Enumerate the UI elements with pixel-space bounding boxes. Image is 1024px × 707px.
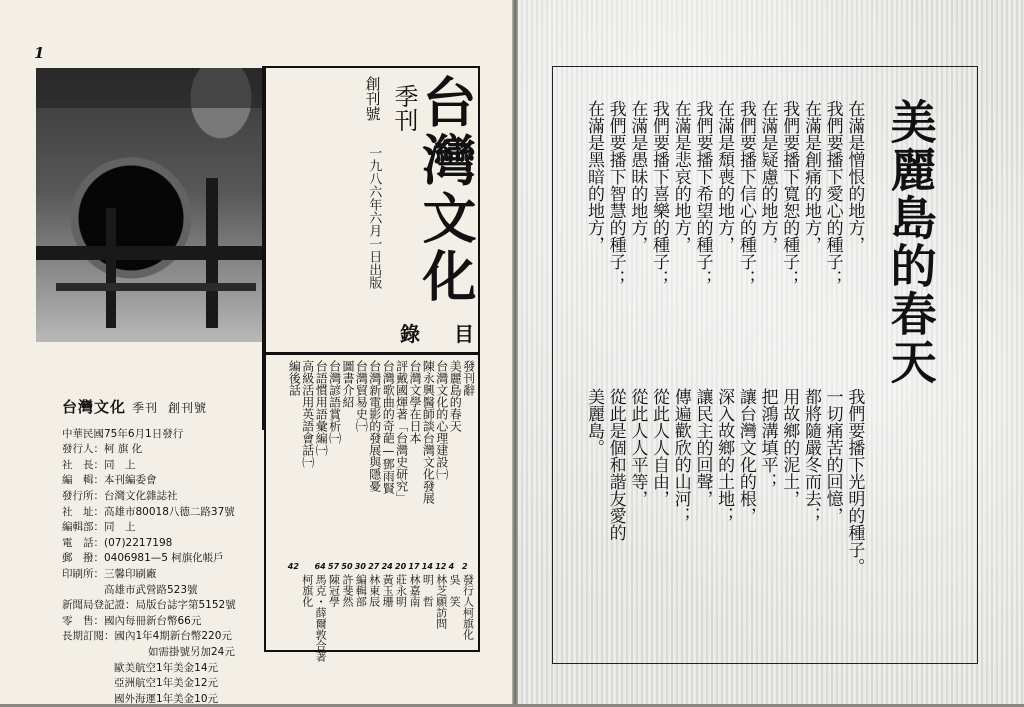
poem-line: 一切痛苦的回憶，: [822, 388, 843, 524]
frame-rule: [266, 352, 480, 355]
toc-entry-title: 台語慣用語彙編㈠: [314, 360, 329, 456]
toc-entry-title: 高級活用英語會話㈠: [300, 360, 315, 468]
toc-entry-title: 台灣諺語賞析㈠: [327, 360, 342, 444]
magazine-type: 季刊: [390, 84, 418, 132]
masthead-line: 社 址：高雄市80018八德二路37號: [62, 505, 235, 518]
page-number: 1: [34, 44, 45, 62]
poem-line: 讓台灣文化的根，: [735, 388, 756, 524]
masthead-line: 發行所：台灣文化雜誌社: [62, 489, 178, 502]
masthead-line: 發行人：柯 旗 化: [62, 443, 143, 456]
masthead-line: 編 輯：本刊編委會: [62, 474, 157, 487]
table-of-contents: [286, 360, 476, 662]
masthead-line: 郵 撥：0406981—5 柯旗化帳戶: [62, 552, 224, 565]
toc-entry-title: 評戴國煇著「台灣史研究」: [394, 360, 409, 504]
masthead-line: 編輯部：同 上: [62, 521, 136, 534]
poem-line: 用故鄉的泥土，: [779, 388, 800, 507]
toc-entry-author: 林芝願訪問: [434, 574, 448, 629]
masthead-line: 中華民國75年6月1日發行: [62, 427, 184, 440]
poem-line: 我們要播下寬恕的種子；: [779, 100, 800, 287]
issue-label: 創刊號: [363, 76, 382, 121]
toc-entry-author: 林嘉南: [407, 574, 421, 607]
toc-entry-author: 莊永明: [394, 574, 408, 607]
poem-line: 我們要播下希望的種子；: [692, 100, 713, 287]
toc-entry-page: 12: [435, 562, 447, 571]
subscription-line: 國外海運1年美金10元: [114, 692, 219, 705]
masthead-title: [62, 400, 262, 417]
toc-entry-title: 台灣新電影的發展與隱憂: [367, 360, 382, 492]
masthead-line: 社 長：同 上: [62, 458, 136, 471]
masthead: [62, 400, 262, 707]
magazine-title: 台灣文化: [414, 74, 477, 306]
toc-entry-author: 編輯部: [354, 574, 368, 607]
poem-line: 讓民主的回聲，: [692, 388, 713, 507]
masthead-line: 電 話：(07)2217198: [62, 536, 173, 549]
masthead-line: 零 售：國內每冊新台幣66元: [62, 614, 202, 627]
subscription-line: 歐美航空1年美金14元: [114, 661, 219, 674]
toc-entry-author: 陳冠學: [327, 574, 341, 607]
poem-line: 在滿是憎恨的地方，: [844, 100, 865, 253]
toc-entry-page: 2: [462, 562, 468, 571]
poem-line: 美麗島。: [583, 388, 604, 456]
masthead-name: 台灣文化: [62, 398, 127, 416]
toc-entry-author: 許斐然: [340, 574, 354, 607]
toc-entry-page: 42: [287, 562, 299, 571]
toc-entry-page: 64: [314, 562, 326, 571]
toc-entry-title: 陳永興醫師談台灣文化發展: [421, 360, 436, 504]
subscription-line: 如需掛號另加24元: [148, 645, 235, 658]
poem-line: 在滿是頹喪的地方，: [714, 100, 735, 253]
poem-line: 從此人人自由，: [649, 388, 670, 507]
masthead-line: 新聞局登記證：局版台誌字第5152號: [62, 599, 236, 612]
issue-date: 一九八六年六月一日出版: [366, 146, 382, 289]
toc-entry-title: 台灣文化的心理建設㈠: [434, 360, 449, 480]
toc-entry-page: 20: [395, 562, 407, 571]
masthead-subtitle: 季刊: [132, 401, 159, 415]
poem-line: 我們要播下喜樂的種子；: [649, 100, 670, 287]
toc-heading-char: 目: [454, 322, 498, 346]
toc-entry-title: 發刊辭: [461, 360, 476, 396]
poem-line: 我們要播下信心的種子；: [735, 100, 756, 287]
toc-heading: [400, 318, 498, 348]
toc-entry-page: 27: [368, 562, 380, 571]
toc-entry-author: 柯旗化: [300, 574, 314, 607]
poem-line: 傳遍歡欣的山河；: [670, 388, 691, 524]
poem-line: 在滿是愚昧的地方，: [627, 100, 648, 253]
subscription-line: 亞洲航空1年美金12元: [114, 677, 219, 690]
toc-entry-page: 14: [421, 562, 433, 571]
frame-rule: [264, 352, 266, 652]
toc-entry-page: 57: [328, 562, 340, 571]
toc-entry-author: 吳 笑: [448, 574, 462, 607]
poem-line: 在滿是疑慮的地方，: [757, 100, 778, 253]
toc-entry-page: 4: [448, 562, 455, 571]
poem-line: 深入故鄉的土地；: [714, 388, 735, 524]
toc-entry-title: 圖書介紹: [340, 360, 355, 408]
masthead-line: 長期訂閱：國內1年4期新台幣220元: [62, 630, 232, 643]
toc-entry-author: 黃玉珊: [381, 574, 395, 607]
poem-line: 從此人人平等，: [627, 388, 648, 507]
toc-entry-author: 林東辰: [367, 574, 381, 607]
toc-entry-author: 明 哲: [421, 574, 435, 607]
frame-rule: [266, 66, 480, 68]
poem-line: 我們要播下愛心的種子；: [822, 100, 843, 287]
toc-entry-title: 編後話: [287, 360, 302, 396]
poem-line: 在滿是創痛的地方，: [800, 100, 821, 253]
toc-entry-page: 24: [381, 562, 393, 571]
poem-line: 我們要播下光明的種子。: [844, 388, 865, 575]
toc-entry-page: 50: [341, 562, 353, 571]
frame-rule: [478, 352, 480, 652]
toc-entry-title: 美麗島的春天: [448, 360, 463, 432]
toc-entry-author: 馬克・薛爾敦合著: [314, 574, 328, 662]
poem-title: 美麗島的春天: [883, 98, 938, 386]
toc-entry-author: 發行人柯旗化: [461, 574, 475, 640]
toc-heading-char: 錄: [400, 322, 444, 346]
poem-line: 在滿是黑暗的地方，: [583, 100, 604, 253]
masthead-line: 高雄市武營路523號: [62, 583, 198, 596]
poem-line: 我們要播下智慧的種子；: [605, 100, 626, 287]
toc-entry-title: 台灣文學在日本: [407, 360, 422, 444]
toc-entry-title: 台灣貿易史㈠: [354, 360, 369, 432]
subscription-lines: [62, 645, 262, 707]
poem-line: 在滿是悲哀的地方，: [670, 100, 691, 253]
poem-line: 都將隨嚴冬而去；: [800, 388, 821, 524]
toc-entry-title: 台灣歌曲的奇葩—鄧雨賢: [381, 360, 396, 494]
frame-rule: [264, 650, 480, 652]
cover-photo: [36, 68, 263, 342]
frame-rule: [478, 66, 480, 354]
masthead-lines: [62, 427, 262, 645]
book-spine: [512, 0, 518, 704]
masthead-line: 印刷所：三馨印刷廠: [62, 567, 157, 580]
poem-line: 從此是個和諧友愛的: [605, 388, 626, 541]
poem-line: 把鴻溝填平；: [757, 388, 778, 490]
toc-entry-page: 30: [354, 562, 366, 571]
masthead-issue: 創刊號: [168, 401, 208, 415]
toc-entry-page: 17: [408, 562, 420, 571]
